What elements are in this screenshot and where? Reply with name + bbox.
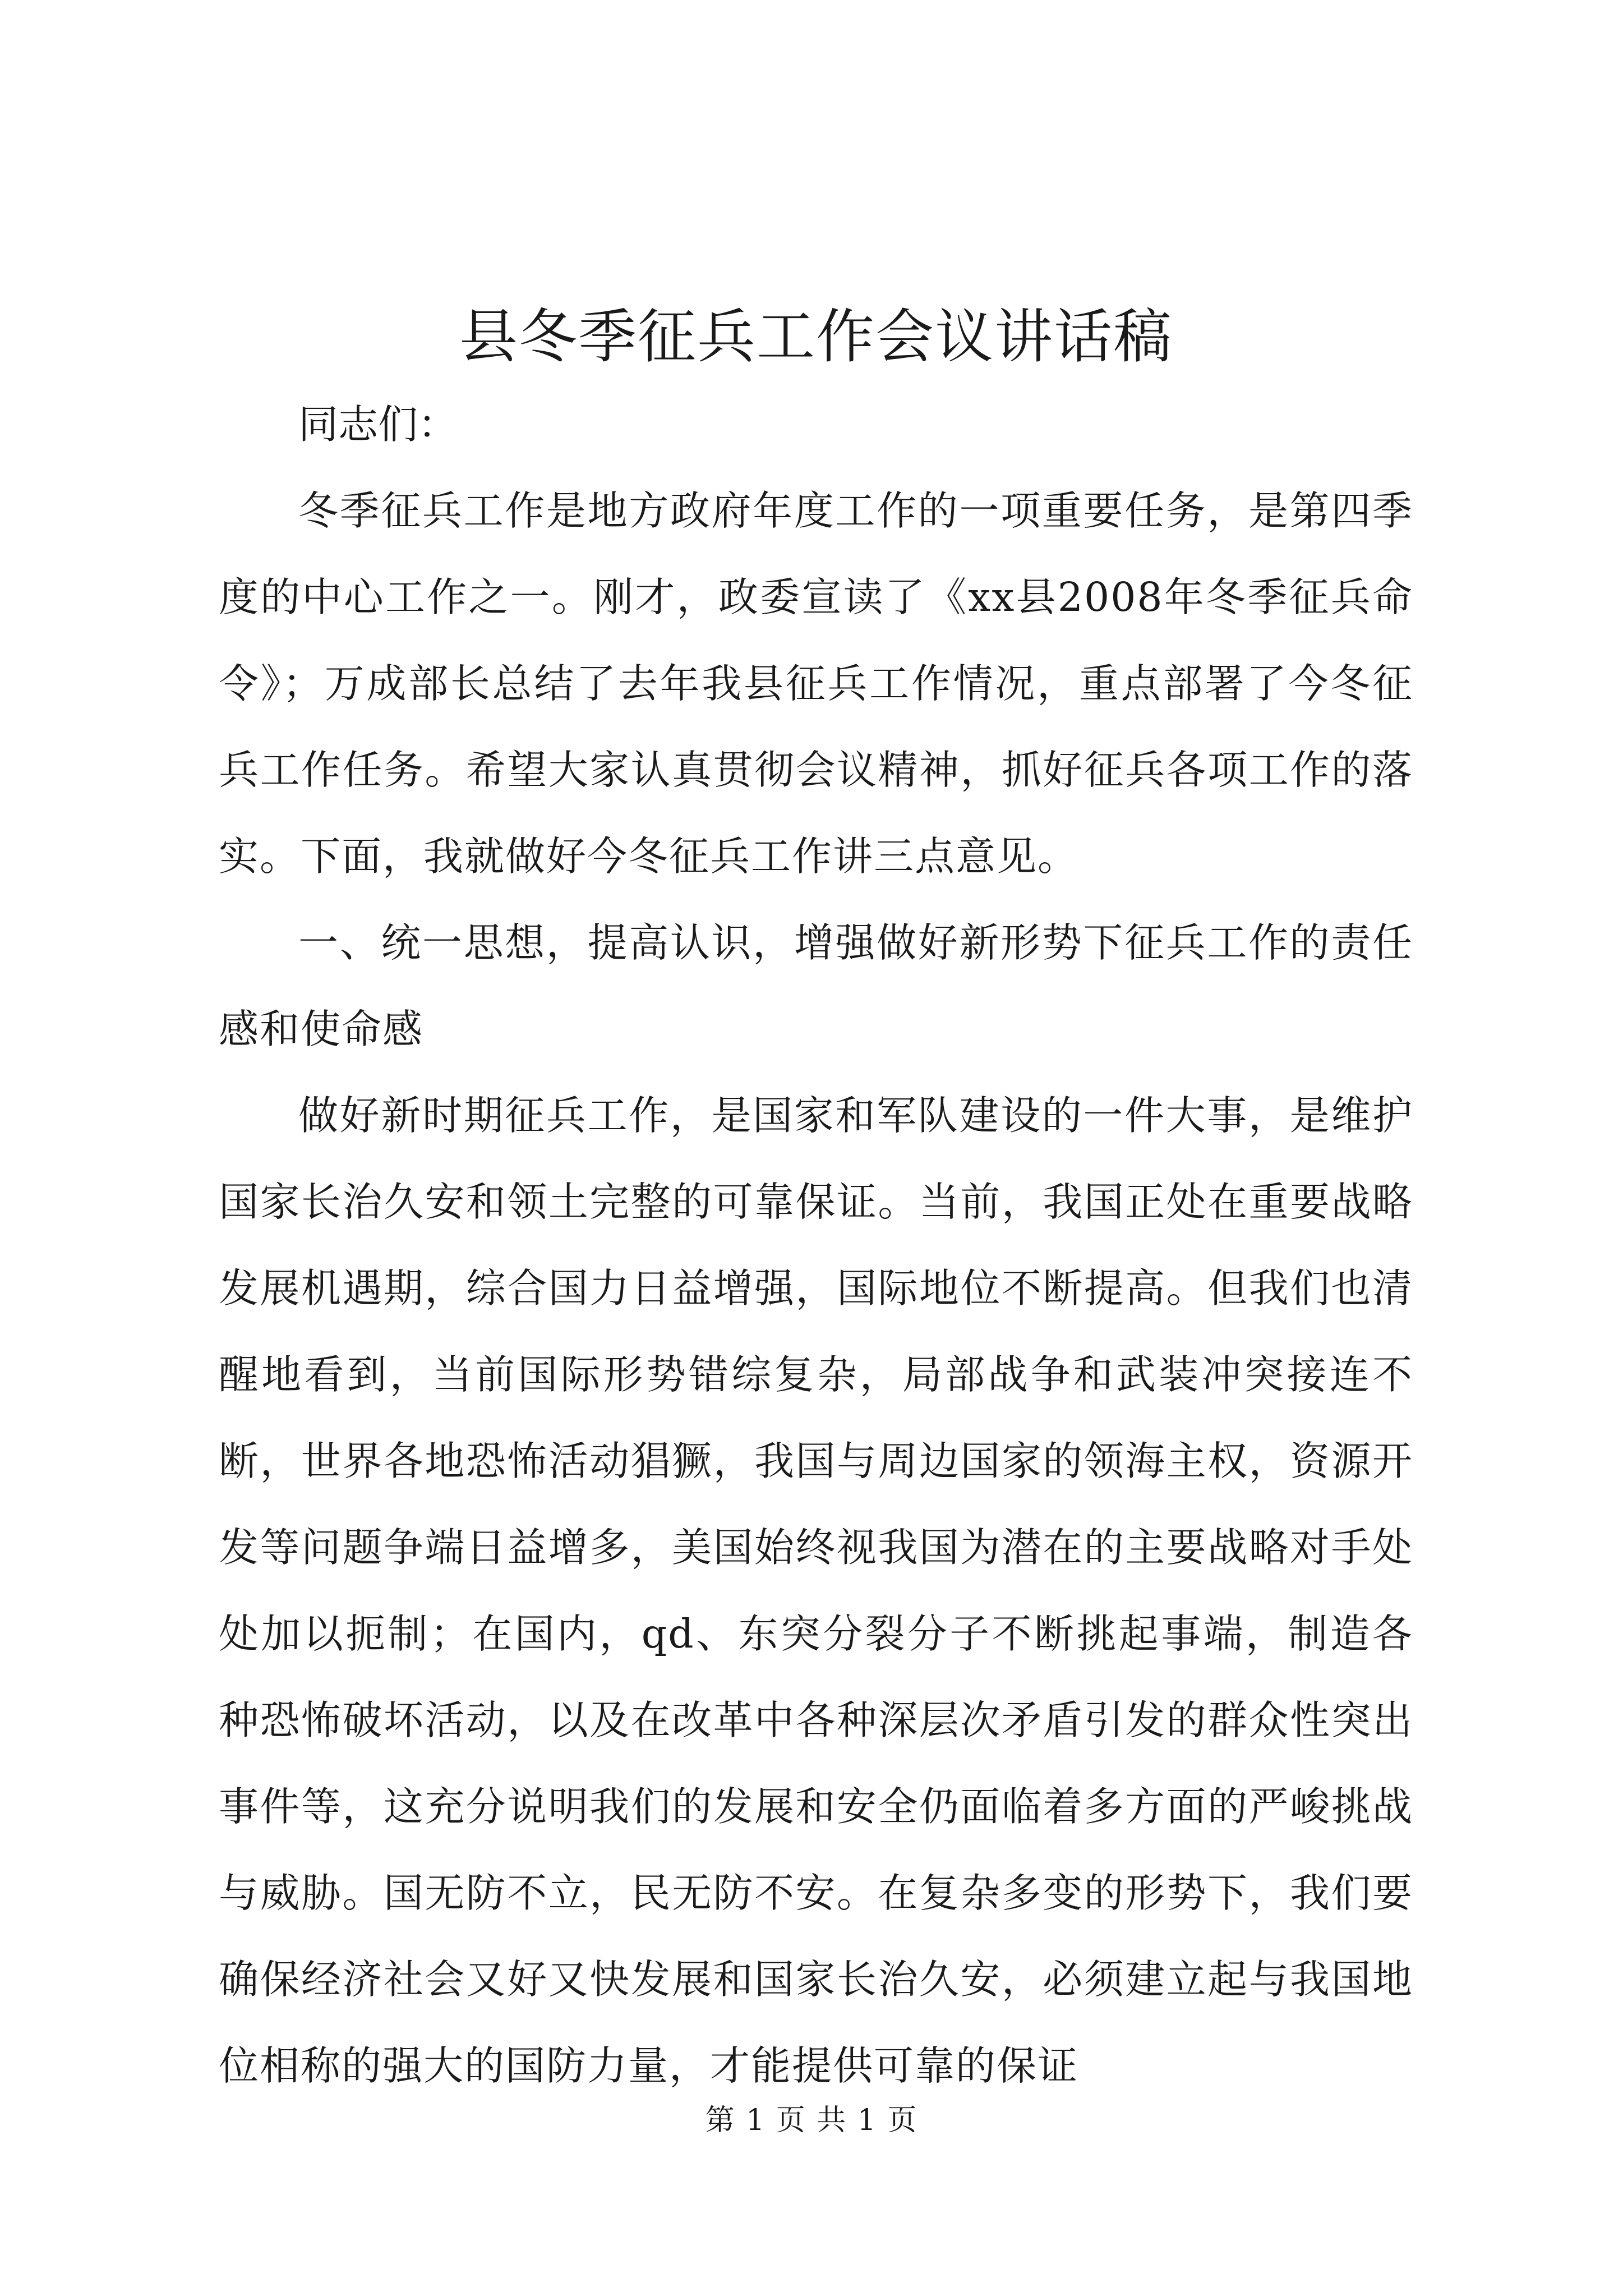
salutation: 同志们： — [298, 401, 458, 448]
document-body — [219, 297, 1413, 2109]
paragraph-section-1: 做好新时期征兵工作，是国家和军队建设的一件大事，是维护国家长治久安和领土完整的可靠保证。当前，我国正处在重要战略发展机遇期，综合国力日益增强，国际地位不断提高。但我们也清醒地看到，当前国际形势错综复杂，局部战争和武装冲突接连不断，世界各地恐怖活动猖獗，我国与周边国家的领海主权，资源开发等问题争端日益增多，美国始终视我国为潜在的主要战略对手处处加以扼制；在国内，qd、东突分裂分子不断挑起事端，制造各种恐怖破坏活动，以及在改革中各种深层次矛盾引发的群众性突出事件等，这充分说明我们的发展和安全仍面临着多方面的严峻挑战与威胁。国无防不立，民无防不安。在复杂多变的形势下，我们要确保经济社会又好又快发展和国家长治久安，必须建立起与我国地位相称的强大的国防力量，才能提供可靠的保证 — [219, 1092, 1413, 2089]
page-footer: 第 1 页 共 1 页 — [705, 2104, 918, 2137]
paragraph-intro: 冬季征兵工作是地方政府年度工作的一项重要任务，是第四季度的中心工作之一。刚才，政委宣读了《xx县2008年冬季征兵命令》；万成部长总结了去年我县征兵工作情况，重点部署了今冬征兵工作任务。希望大家认真贯彻会议精神，抓好征兵各项工作的落实。下面，我就做好今冬征兵工作讲三点意见。 — [219, 487, 1413, 880]
document-title: 县冬季征兵工作会议讲话稿 — [459, 302, 1173, 371]
section-heading-1: 一、统一思想，提高认识，增强做好新形势下征兵工作的责任感和使命感 — [219, 919, 1413, 1052]
